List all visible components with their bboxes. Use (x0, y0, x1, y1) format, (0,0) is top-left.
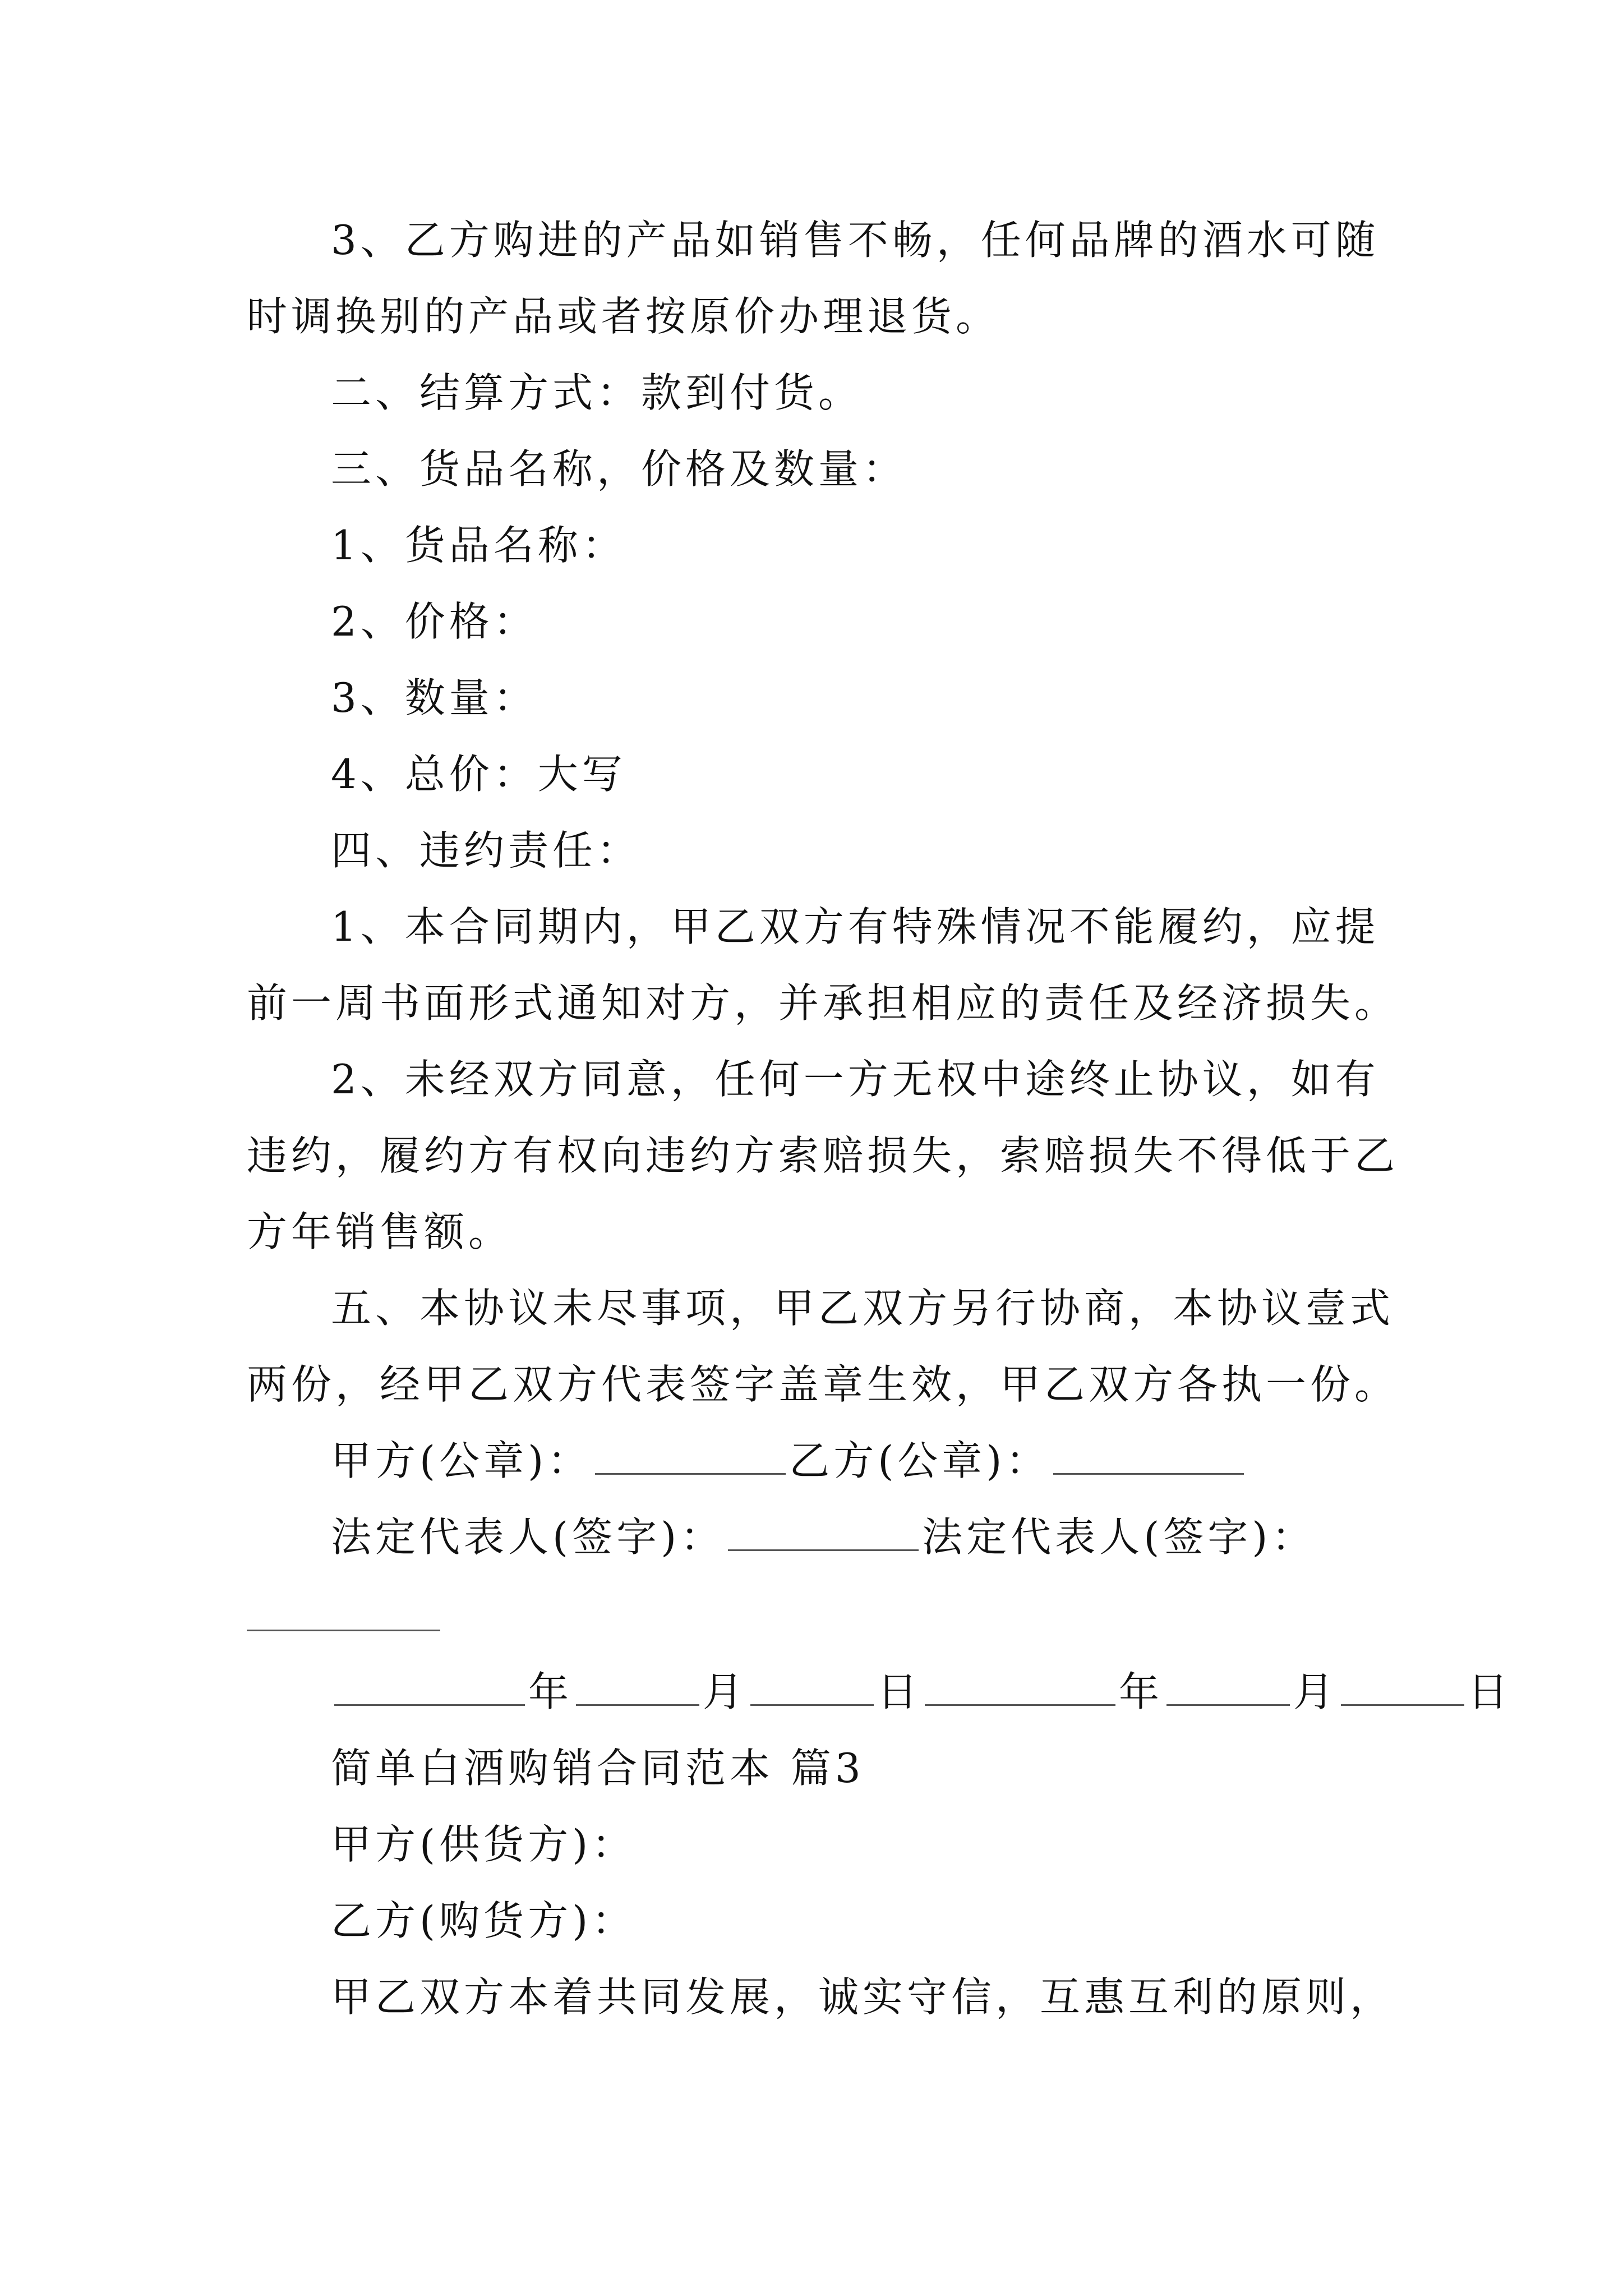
party-b-rep-label: 法定代表人(签字)： (922, 1513, 1316, 1561)
text-line: 时调换别的产品或者按原价办理退货。 (247, 293, 1000, 340)
item-total (247, 736, 1396, 812)
text-line: 两份，经甲乙双方代表签字盖章生效，甲乙双方各执一份。 (247, 1361, 1399, 1408)
text-line: 3、数量： (331, 674, 538, 721)
section-settlement (247, 355, 1396, 431)
buyer-label: 乙方(购货方)： (331, 1897, 637, 1944)
text-line: 甲乙双方本着共同发展，诚实守信，互惠互利的原则， (331, 1973, 1395, 2021)
party-b-seal-label: 乙方(公章)： (789, 1437, 1050, 1484)
day-blank-b (1341, 1668, 1464, 1706)
item-goods-name (247, 507, 1396, 583)
party-a-rep-label: 法定代表人(签字)： (331, 1513, 725, 1561)
month-label-b: 月 (1293, 1668, 1338, 1715)
year-label-b: 年 (1119, 1668, 1164, 1715)
year-label-a: 年 (528, 1668, 573, 1715)
year-blank-a (334, 1668, 525, 1706)
text-line: 违约，履约方有权向违约方索赔损失，索赔损失不得低于乙 (247, 1132, 1399, 1179)
month-blank-a (576, 1668, 699, 1706)
party-b-rep-blank (247, 1630, 440, 1631)
closing-paragraph (247, 1959, 1396, 2035)
seal-line (331, 1423, 1247, 1499)
liability-clause-1 (247, 889, 1399, 1041)
party-a-seal-label: 甲方(公章)： (331, 1437, 592, 1484)
day-label-b: 日 (1468, 1668, 1513, 1715)
item-quantity (247, 660, 1396, 736)
representative-line (331, 1499, 1316, 1575)
section-goods (247, 431, 1396, 507)
clause-3-return (247, 202, 1396, 355)
text-line: 2、未经双方同意，任何一方无权中途终止协议，如有 (331, 1056, 1380, 1103)
text-line: 1、本合同期内，甲乙双方有特殊情况不能履约，应提 (331, 903, 1380, 950)
month-label-a: 月 (703, 1668, 748, 1715)
text-line: 3、乙方购进的产品如销售不畅，任何品牌的酒水可随 (331, 217, 1380, 264)
text-line: 2、价格： (331, 598, 538, 645)
year-blank-b (925, 1668, 1115, 1706)
text-line: 五、本协议未尽事项，甲乙双方另行协商，本协议壹式 (331, 1285, 1395, 1332)
section-title-text: 简单白酒购销合同范本 篇3 (331, 1745, 865, 1792)
supplier-line (247, 1806, 1396, 1883)
supplier-label: 甲方(供货方)： (331, 1821, 637, 1868)
buyer-line (247, 1883, 1396, 1959)
section-liability (247, 812, 1396, 889)
party-a-rep-blank (728, 1513, 919, 1551)
date-line (331, 1654, 1512, 1730)
party-a-seal-blank (595, 1437, 786, 1475)
text-line: 二、结算方式：款到付货。 (331, 369, 863, 416)
text-line: 方年销售额。 (247, 1208, 513, 1255)
text-line: 4、总价：大写 (331, 751, 626, 798)
day-blank-a (750, 1668, 874, 1706)
section-title (247, 1730, 1396, 1806)
party-b-seal-blank (1053, 1437, 1244, 1475)
text-line: 前一周书面形式通知对方，并承担相应的责任及经济损失。 (247, 979, 1399, 1027)
text-line: 四、违约责任： (331, 827, 642, 874)
item-price (247, 583, 1396, 660)
day-label-a: 日 (877, 1668, 922, 1715)
text-line: 1、货品名称： (331, 522, 626, 569)
month-blank-b (1166, 1668, 1290, 1706)
text-line: 三、货品名称，价格及数量： (331, 445, 907, 493)
section-misc (247, 1270, 1399, 1423)
liability-clause-2 (247, 1041, 1399, 1270)
